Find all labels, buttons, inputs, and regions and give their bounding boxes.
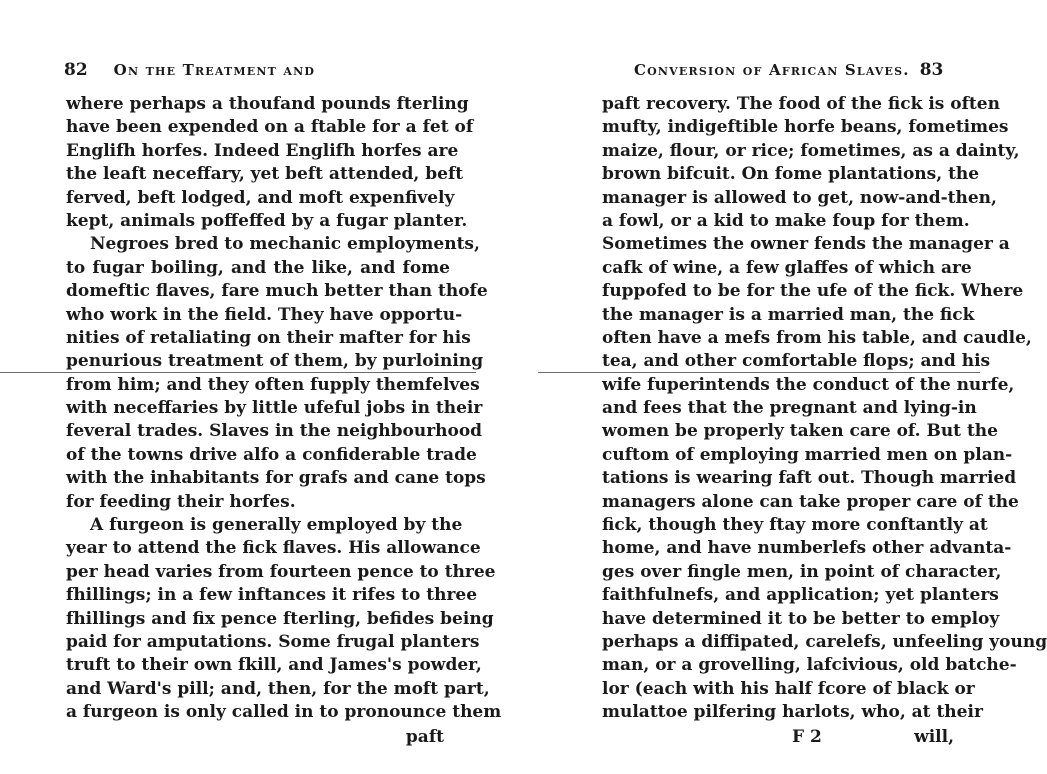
text-line: tea, and other comfortable flops; and his [602,351,991,372]
text-line: faithfulnefs, and application; yet planters [602,585,999,606]
text-line: cuftom of employing married men on plan- [602,444,1013,465]
scan-fold-line [0,372,476,373]
text-line: have determined it to be better to employ [602,608,1000,629]
left-running-head [64,60,315,80]
right-page [490,0,1047,774]
text-line: cafk of wine, a few glaffes of which are [602,257,972,278]
text-line: with the inhabitants for grafs and cane tops [66,468,486,489]
right-text-block [602,93,1047,725]
text-line: man, or a grovelling, lafcivious, old batche- [602,655,1017,676]
text-line: lor (each with his half fcore of black or [602,678,975,699]
text-line: A furgeon is generally employed by the [90,515,463,536]
text-line: perhaps a diffipated, carelefs, unfeeling young [602,631,1047,652]
right-catchword: will, [914,727,954,747]
left-footer [66,727,444,747]
text-line: have been expended on a ftable for a fet of [66,117,474,138]
text-line: tations is wearing faft out. Though married [602,468,1017,489]
text-line: a fowl, or a kid to make foup for them. [602,210,970,231]
signature-mark: F 2 [792,727,822,747]
right-page-number: 83 [919,60,944,80]
text-line: to fugar boiling, and the like, and fome [66,257,450,278]
text-line: and Ward's pill; and, then, for the moft part, [66,678,490,699]
text-line: paft recovery. The food of the fick is often [602,94,1000,114]
text-line: manager is allowed to get, now-and-then, [602,187,997,208]
text-line: mufty, indigeftible horfe beans, fometimes [602,117,1009,138]
text-line: Negroes bred to mechanic employments, [90,234,480,255]
text-line: home, and have numberlefs other advanta- [602,538,1012,559]
left-catchword: paft [405,727,444,747]
left-running-title: On the Treatment and [113,61,316,79]
text-line: fick, though they ftay more conftantly at [602,515,988,536]
left-text-block [66,93,502,725]
text-line: and fees that the pregnant and lying-in [602,398,977,419]
text-line: nities of retaliating on their mafter for his [66,327,471,348]
text-line: for feeding their horfes. [66,491,296,512]
text-line: managers alone can take proper care of the [602,491,1019,512]
text-line: who work in the field. They have opportu- [66,304,463,325]
text-line: fhillings; in a few inftances it rifes to three [66,585,478,606]
text-line: where perhaps a thoufand pounds fterling [66,94,469,114]
text-line: domeftic flaves, fare much better than thofe [66,281,488,302]
right-running-title: Conversion of African Slaves. [634,61,910,79]
text-line: ferved, beft lodged, and moft expenfively [66,187,455,208]
text-line: per head varies from fourteen pence to three [66,561,496,582]
text-line: fhillings and fix pence fterling, befides being [66,608,494,629]
text-line: Englifh horfes. Indeed Englifh horfes are [66,140,459,161]
text-line: brown bifcuit. On fome plantations, the [602,164,980,185]
text-line: mulattoe pilfering harlots, who, at their [602,702,983,723]
text-line: truft to their own fkill, and James's powder, [66,655,482,676]
text-line: paid for amputations. Some frugal planters [66,631,480,652]
left-page-number: 82 [64,60,88,80]
text-line: from him; and they often fupply themfelves [66,374,480,395]
text-line: maize, flour, or rice; fometimes, as a dainty, [602,140,1020,161]
text-line: year to attend the fick flaves. His allowance [66,538,481,559]
text-line: kept, animals poffeffed by a fugar planter. [66,210,468,231]
text-line: often have a mefs from his table, and caudle, [602,327,1032,348]
text-line: penurious treatment of them, by purloining [66,351,484,372]
text-line: with neceffaries by little ufeful jobs in their [66,398,483,419]
scan-fold-line [538,372,980,373]
text-line: women be properly taken care of. But the [602,421,998,442]
text-line: ges over fingle men, in point of character, [602,561,1002,582]
text-line: feveral trades. Slaves in the neighbourhood [66,421,483,442]
text-line: of the towns drive alfo a confiderable trade [66,444,477,465]
text-line: a furgeon is only called in to pronounce them [66,702,502,723]
text-line: the leaft neceffary, yet beft attended, beft [66,164,464,185]
text-line: Sometimes the owner fends the manager a [602,234,1010,255]
right-running-head [634,60,943,80]
left-page [0,0,502,774]
text-line: fuppofed to be for the ufe of the fick. Where [602,281,1024,302]
text-line: wife fuperintends the conduct of the nurfe, [602,374,1015,395]
text-line: the manager is a married man, the fick [602,304,975,325]
